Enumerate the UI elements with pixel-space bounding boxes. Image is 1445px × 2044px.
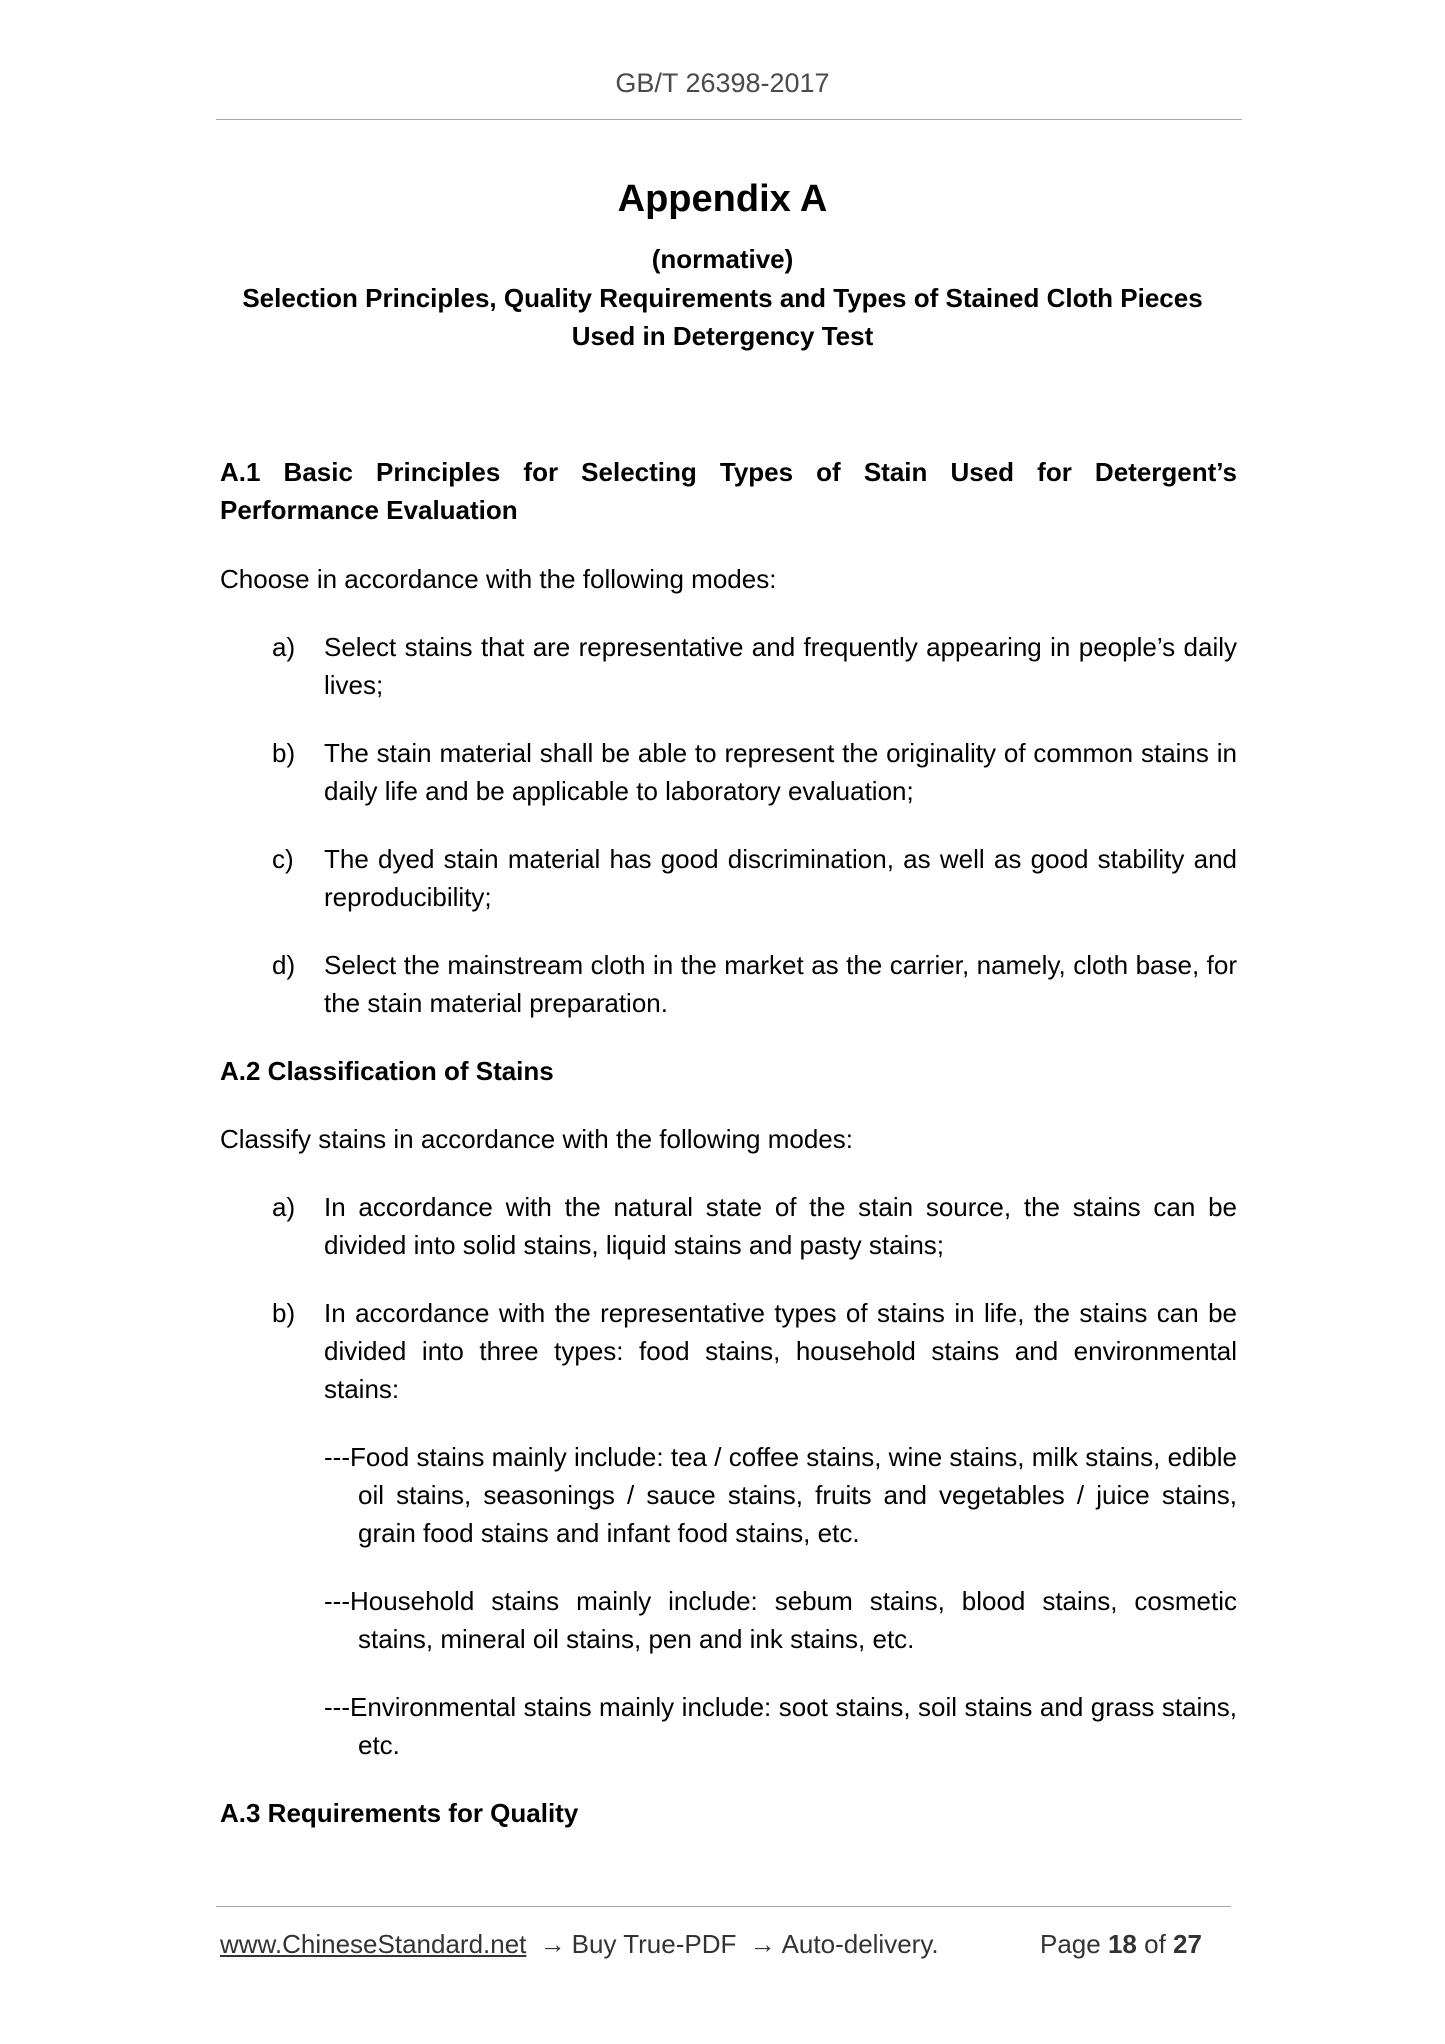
list-item-text: Select the mainstream cloth in the market as the carrier, namely, cloth base, for the stain material preparation. xyxy=(324,950,1237,1018)
list-item-text: In accordance with the natural state of the stain source, the stains can be divided into solid stains, liquid stains and pasty stains; xyxy=(324,1192,1237,1260)
appendix-subtitle-line2: Used in Detergency Test xyxy=(571,321,874,351)
appendix-title: Appendix A xyxy=(617,178,828,220)
of-label: of xyxy=(1144,1929,1166,1959)
footer-divider xyxy=(216,1906,1231,1907)
list-marker: b) xyxy=(272,738,296,768)
list-marker: d) xyxy=(272,950,296,980)
standard-code-header: GB/T 26398-2017 xyxy=(615,68,830,98)
list-item xyxy=(220,1188,1237,1264)
appendix-type: (normative) xyxy=(651,244,794,274)
section-a2-heading: A.2 Classification of Stains xyxy=(220,1056,554,1086)
delivery-text: Auto-delivery. xyxy=(781,1929,939,1959)
list-item xyxy=(220,946,1237,1022)
list-marker: a) xyxy=(272,632,296,662)
section-a3-heading: A.3 Requirements for Quality xyxy=(220,1798,579,1828)
stain-category-environmental: ---Environmental stains mainly include: soot stains, soil stains and grass stains, etc. xyxy=(324,1692,1237,1760)
website-link[interactable]: www.ChineseStandard.net xyxy=(220,1929,527,1959)
list-marker: a) xyxy=(272,1192,296,1222)
section-a2-intro: Classify stains in accordance with the following modes: xyxy=(220,1124,853,1154)
arrow-right-icon: → xyxy=(749,1929,776,1959)
list-item xyxy=(220,1294,1237,1408)
page-label: Page xyxy=(1040,1929,1101,1959)
list-marker: b) xyxy=(272,1298,296,1328)
section-a1-heading: A.1 Basic Principles for Selecting Types of Stain Used for Detergent’s Performance Evaluation xyxy=(220,457,1237,525)
arrow-right-icon: → xyxy=(539,1929,566,1959)
header-divider xyxy=(216,119,1242,120)
list-item-text: The stain material shall be able to represent the originality of common stains in daily life and be applicable to laboratory evaluation; xyxy=(324,738,1237,806)
stain-category-household: ---Household stains mainly include: sebum stains, blood stains, cosmetic stains, mineral oil stains, pen and ink stains, etc. xyxy=(324,1586,1237,1654)
stain-category-food: ---Food stains mainly include: tea / coffee stains, wine stains, milk stains, edible oil stains, seasonings / sauce stains, fruits and vegetables / juice stains, grain food stains and infant food stains, etc. xyxy=(324,1442,1237,1548)
section-a1-intro: Choose in accordance with the following modes: xyxy=(220,564,777,594)
list-item xyxy=(220,840,1237,916)
list-item xyxy=(220,628,1237,704)
appendix-subtitle-line1: Selection Principles, Quality Requirements and Types of Stained Cloth Pieces xyxy=(242,283,1203,313)
list-item-text: Select stains that are representative and frequently appearing in people’s daily lives; xyxy=(324,632,1237,700)
list-marker: c) xyxy=(272,844,294,874)
list-item-text: In accordance with the representative types of stains in life, the stains can be divided into three types: food stains, household stains and environmental stains: xyxy=(324,1298,1237,1404)
list-item-text: The dyed stain material has good discrimination, as well as good stability and reproducibility; xyxy=(324,844,1237,912)
total-pages: 27 xyxy=(1173,1929,1202,1959)
footer-promo xyxy=(220,1929,939,1960)
page-number: 18 xyxy=(1107,1929,1137,1959)
list-item xyxy=(220,734,1237,810)
page-indicator xyxy=(1040,1929,1202,1960)
buy-text: Buy True-PDF xyxy=(571,1929,737,1959)
